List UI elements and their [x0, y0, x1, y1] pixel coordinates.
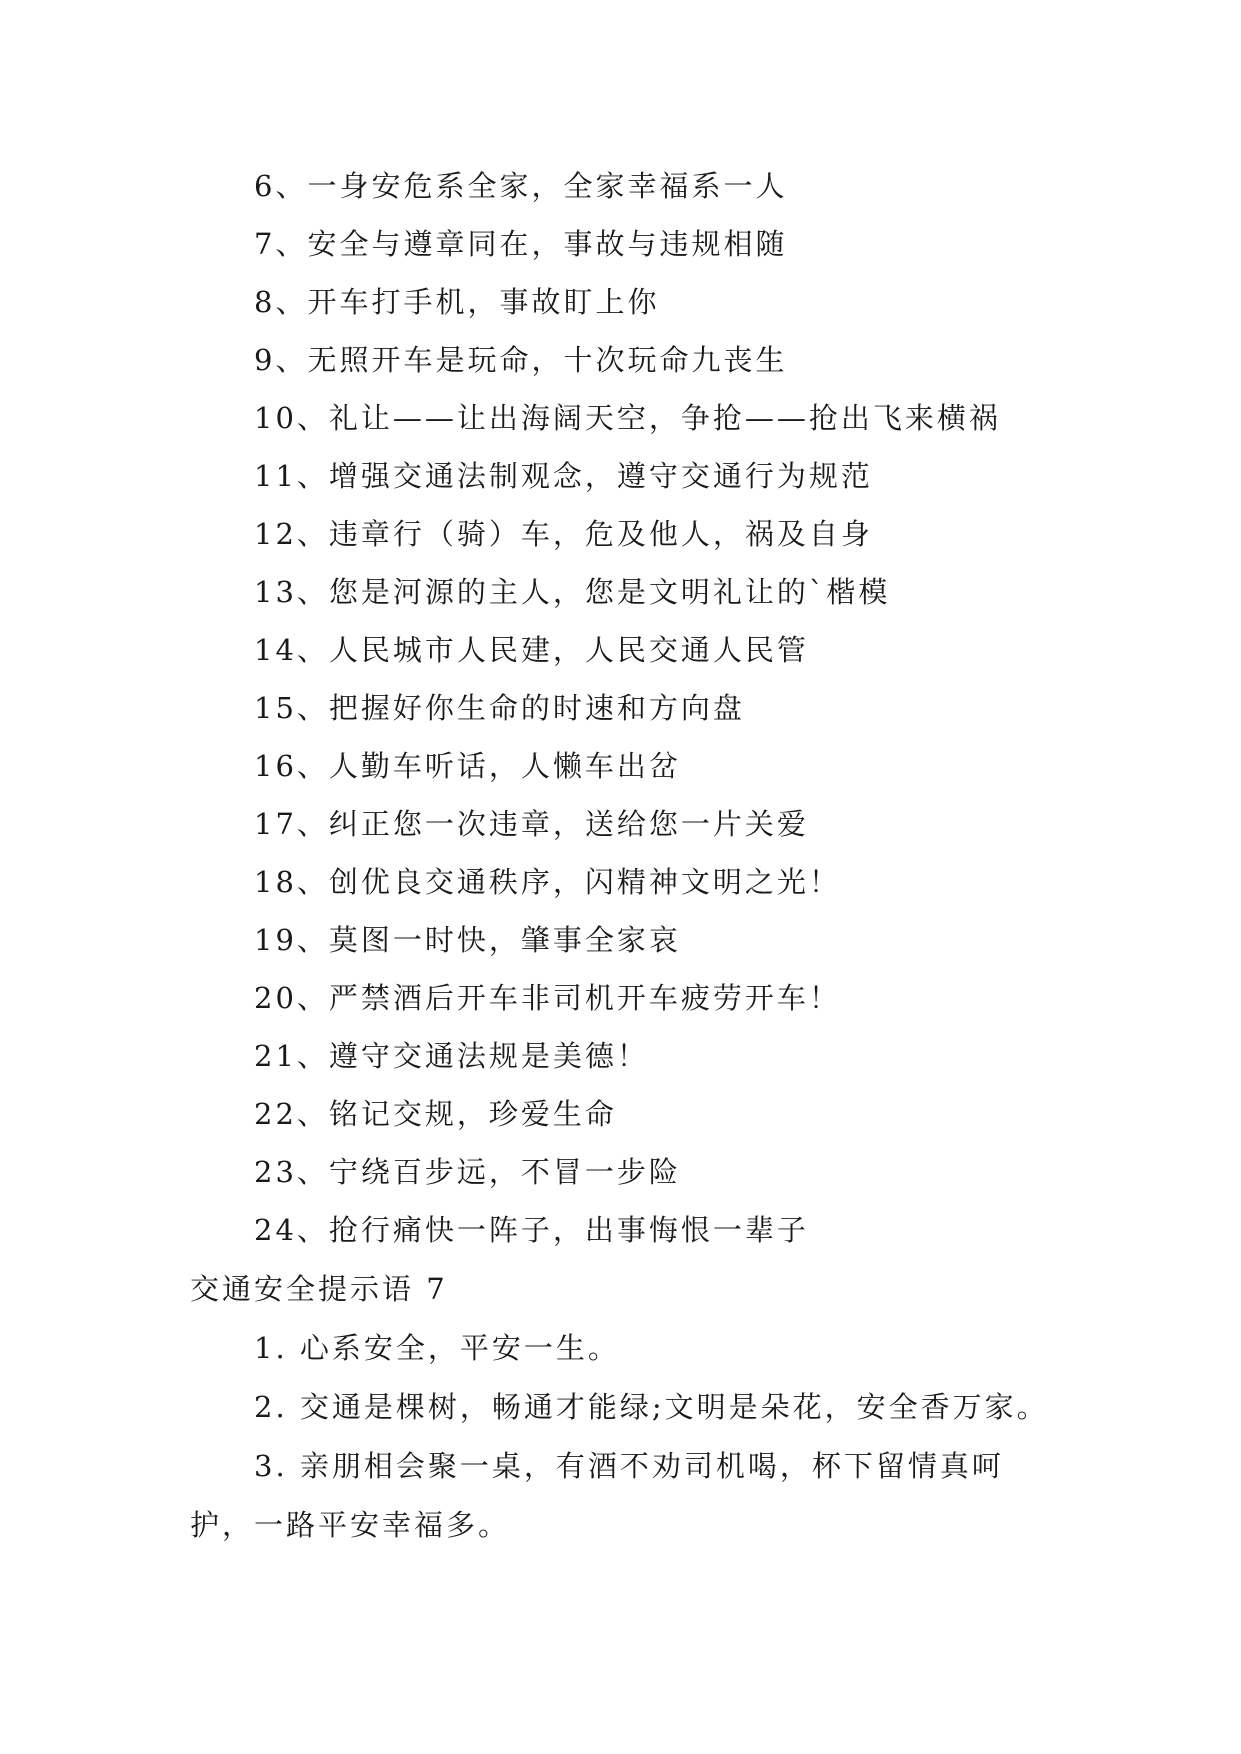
list-item: 24、抢行痛快一阵子，出事悔恨一辈子	[254, 1213, 809, 1247]
section-heading: 交通安全提示语 7	[190, 1272, 448, 1306]
list-item: 8、开车打手机，事故盯上你	[254, 285, 660, 319]
list-item: 19、莫图一时快，肇事全家哀	[254, 923, 681, 957]
section-entry-continuation: 护，一路平安幸福多。	[190, 1508, 511, 1542]
section-entry: 2. 交通是棵树，畅通才能绿;文明是朵花，安全香万家。	[254, 1390, 1049, 1424]
list-item: 6、一身安危系全家，全家幸福系一人	[254, 169, 788, 203]
section-entry: 1. 心系安全，平安一生。	[254, 1331, 620, 1365]
list-item: 17、纠正您一次违章，送给您一片关爱	[254, 807, 809, 841]
list-item: 23、宁绕百步远，不冒一步险	[254, 1155, 681, 1189]
list-item: 20、严禁酒后开车非司机开车疲劳开车！	[254, 981, 841, 1015]
list-item: 7、安全与遵章同在，事故与违规相随	[254, 227, 788, 261]
list-item: 11、增强交通法制观念，遵守交通行为规范	[254, 459, 873, 493]
list-item: 15、把握好你生命的时速和方向盘	[254, 691, 745, 725]
list-item: 22、铭记交规，珍爱生命	[254, 1097, 617, 1131]
list-item: 12、违章行（骑）车，危及他人，祸及自身	[254, 517, 873, 551]
list-item: 16、人勤车听话，人懒车出岔	[254, 749, 681, 783]
list-item: 10、礼让——让出海阔天空，争抢——抢出飞来横祸	[254, 401, 1001, 435]
list-item: 9、无照开车是玩命，十次玩命九丧生	[254, 343, 788, 377]
list-item: 14、人民城市人民建，人民交通人民管	[254, 633, 809, 667]
list-item: 21、遵守交通法规是美德！	[254, 1039, 649, 1073]
list-item: 18、创优良交通秩序，闪精神文明之光！	[254, 865, 841, 899]
list-item: 13、您是河源的主人，您是文明礼让的`楷模	[254, 575, 891, 609]
section-entry: 3. 亲朋相会聚一桌，有酒不劝司机喝，杯下留情真呵	[254, 1449, 1004, 1483]
